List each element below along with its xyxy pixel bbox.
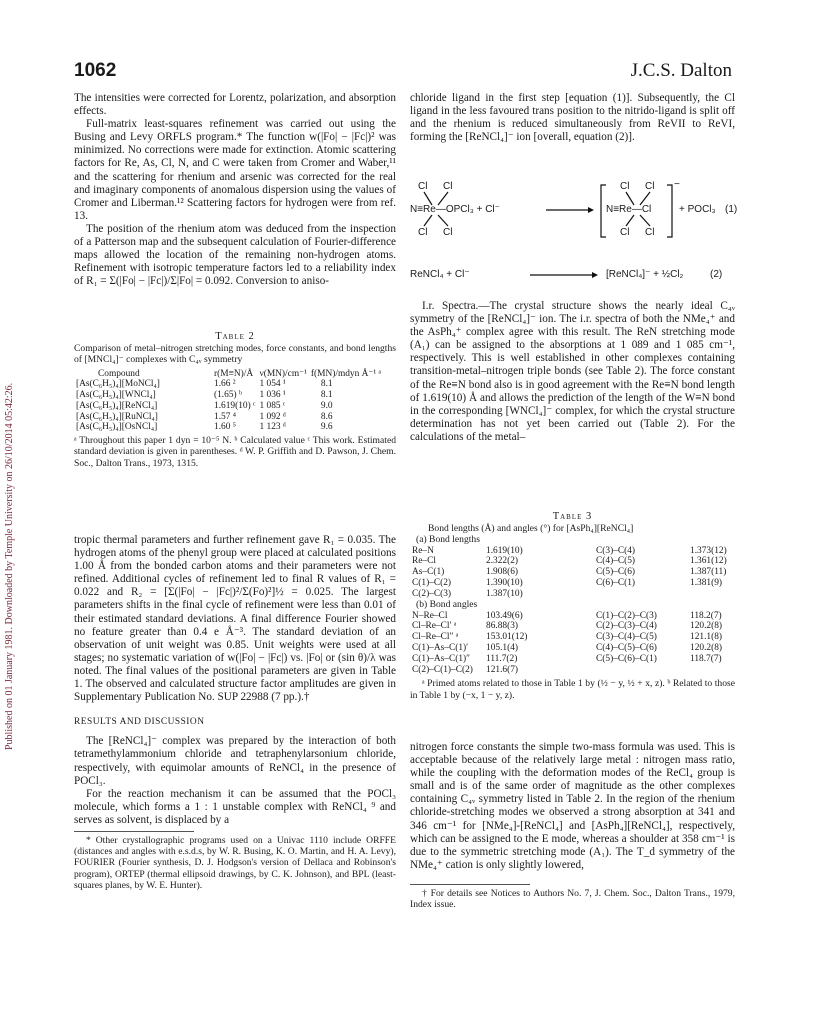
table-row — [410, 632, 724, 643]
cell: 1.60 ⁵ — [214, 422, 237, 433]
cl-label: Cl — [443, 227, 453, 238]
cl-label: Cl — [645, 227, 655, 238]
table-row — [74, 401, 383, 412]
cell: 1.66 ² — [214, 379, 236, 390]
table-row — [410, 578, 729, 589]
cell: 120.2(8) — [690, 643, 723, 654]
cl-label: Cl — [620, 227, 630, 238]
cell: C(1)–C(2) — [412, 577, 452, 588]
section-heading: RESULTS AND DISCUSSION — [74, 717, 205, 728]
table-3 — [410, 510, 735, 701]
table-caption: Bond lengths (Å) and angles (°) for [AsPh₄][ReNCl₄] — [428, 523, 634, 535]
cell: 1.619(10) — [486, 545, 523, 556]
cell: 1.390(10) — [486, 577, 523, 588]
cell: 1 092 ᵈ — [259, 411, 286, 422]
cell: [As(C₆H₅)₄][WNCl₄] — [76, 390, 156, 401]
cell: Re–Cl — [412, 556, 436, 567]
cell: 9.0 — [320, 400, 333, 411]
table-row — [410, 567, 729, 578]
table-row — [410, 643, 724, 654]
equation-2-number: (2) — [710, 269, 723, 280]
download-watermark — [2, 180, 20, 750]
table-row — [74, 390, 383, 401]
cell: 1.908(6) — [486, 567, 519, 578]
cell: 1.361(12) — [690, 556, 727, 567]
cell: 8.1 — [320, 390, 333, 401]
table-row — [410, 611, 724, 622]
col-header: Compound — [98, 368, 140, 379]
cell: [As(C₆H₅)₄][MoNCl₄] — [76, 379, 160, 390]
cell: C(4)–C(5) — [596, 556, 636, 567]
paragraph: Full-matrix least-squares refinement was carried out using the Busing and Levy ORFLS program.* The function w(|Fo| − |Fc|)² was minimized. No corrections were made for extinction. Atomic scattering factors for Re, As, Cl, N, and C were taken from Cromer and Waber,¹¹ and the scattering for rhenium and arsenic was corrected for the real and imaginary components of anomalous dispersion using the values of Cromer and Liberman.¹² Scattering factors for hydrogen were from ref. 13. — [74, 118, 396, 222]
table-row — [74, 412, 383, 423]
equation-1-number: (1) — [725, 204, 738, 215]
footnote: * Other crystallographic programs used on a Univac 1110 include ORFFE (distances and angles with e.s.d.s, by W. R. Busing, K. O. Martin, and H. A. Levy), FOURIER (Fourier synthesis, D. J. Hodgson's version of Dellaca and Robinson's program), ORTEP (thermal ellipsoid drawings, by C. K. Johnson), and BPL (least-squares planes, by W. E. Hunter). — [74, 834, 396, 891]
cell: 153.01(12) — [486, 632, 528, 643]
table-2 — [74, 330, 396, 469]
cell: C(2)–C(3) — [412, 588, 452, 599]
cl-label: Cl — [418, 227, 428, 238]
cell: C(6)–C(1) — [596, 577, 636, 588]
bond-lengths-table — [410, 546, 729, 600]
cell: 1 123 ᵈ — [259, 422, 286, 433]
charge-label: − — [674, 179, 680, 190]
cell: Cl–Re–Cl″ ᵃ — [412, 632, 459, 643]
cell: 1 036 ¹ — [259, 390, 286, 401]
table-row — [410, 665, 724, 676]
table-notes: ᵃ Primed atoms related to those in Table 1 by (½ − y, ½ + x, z). ᵇ Related to those in Table 1 by (−x, 1 − y, z). — [410, 678, 735, 701]
cell: C(5)–C(6) — [596, 567, 636, 578]
cell: C(2)–C(1)–C(2) — [412, 664, 473, 675]
cell: 1.387(10) — [486, 588, 523, 599]
table-section: (a) Bond lengths — [416, 534, 480, 546]
table-row — [74, 379, 383, 390]
cell: 1 085 ᶜ — [259, 400, 286, 411]
cell: As–C(1) — [412, 567, 445, 578]
cell: 86.88(3) — [486, 621, 519, 632]
paragraph: The intensities were corrected for Lorentz, polarization, and absorption effects. — [74, 92, 396, 118]
cell: 121.6(7) — [486, 664, 519, 675]
col-header: r(M≡N)/Å — [214, 368, 254, 379]
cell: 1.381(9) — [690, 577, 723, 588]
running-head: J.C.S. Dalton — [630, 60, 732, 81]
cell: C(1)–As–C(1)′ — [412, 643, 469, 654]
footnote-rule — [410, 884, 530, 885]
paragraph: The [ReNCl₄]⁻ complex was prepared by the interaction of both tetramethylammonium chloride and tetraphenylarsonium chloride, respectively, with equimolar amounts of ReNCl₄ in the presence of POCl₃. — [74, 735, 396, 787]
cell: 9.6 — [320, 422, 333, 433]
cell: 1 054 ¹ — [259, 379, 286, 390]
table-caption: Comparison of metal–nitrogen stretching modes, force constants, and bond lengths of [MNCl₄]⁻ complexes with C₄ᵥ symmetry — [74, 343, 396, 366]
equation-1-product: + POCl₃ — [679, 204, 716, 215]
footnote-rule — [74, 831, 194, 832]
cell: N–Re–Cl — [412, 610, 448, 621]
cell: 8.1 — [320, 379, 333, 390]
right-column-bottom — [410, 741, 735, 910]
cell: C(4)–C(5)–C(6) — [596, 643, 657, 654]
equation-2-reactants: ReNCl₄ + Cl⁻ — [410, 269, 470, 280]
paragraph: The position of the rhenium atom was deduced from the inspection of a Patterson map and the subsequent calculation of Fourier-difference maps allowed the location of the remaining non-hydrogen atoms. Refinement with isotropic temperature factors led to a reliability index of R₁ = Σ(|Fo| − |Fc|)/Σ|Fo| = 0.092. Conversion to aniso- — [74, 222, 396, 288]
equation-2-products: [ReNCl₄]⁻ + ½Cl₂ — [606, 269, 684, 280]
cl-label: Cl — [620, 181, 630, 192]
cell: 1.619(10) ᶜ — [214, 400, 256, 411]
table-row — [410, 556, 729, 567]
cell: [As(C₆H₅)₄][RuNCl₄] — [76, 411, 158, 422]
footnote: † For details see Notices to Authors No. 7, J. Chem. Soc., Dalton Trans., 1979, Index issue. — [410, 887, 735, 911]
page-number: 1062 — [74, 60, 117, 81]
left-column-bottom — [74, 534, 396, 891]
cell: 118.2(7) — [690, 610, 722, 621]
cell: C(1)–As–C(1)″ — [412, 653, 471, 664]
paragraph: nitrogen force constants the simple two-mass formula was used. This is acceptable because of the relatively large metal : nitrogen mass ratio, while the coupling with the deformation modes of the ReCl₄ group is small and is of the same order of magnitude as the other complexes containing C₄ᵥ symmetry listed in Table 2. In the region of the rhenium chloride-stretching modes we observed a strong absorption at 341 and 346 cm⁻¹ for [NMe₄]-[ReNCl₄] and [AsPh₄][ReNCl₄], respectively, which can be assigned to the E mode, whereas a shoulder at 358 cm⁻¹ is due to the symmetric stretching mode (A₁). The T_d symmetry of the NMe₄⁺ cation is only slightly lowered, — [410, 741, 735, 871]
col-header: f(MN)/mdyn Å⁻¹ ᵃ — [310, 368, 382, 379]
cell: C(5)–C(6)–C(1) — [596, 653, 657, 664]
table-label: Table 2 — [215, 331, 255, 342]
cell: 103.49(6) — [486, 610, 523, 621]
cell: 118.7(7) — [690, 653, 722, 664]
paragraph: I.r. Spectra.—The crystal structure shows the nearly ideal C₄ᵥ symmetry of the [ReNCl₄]⁻ ion. The i.r. spectra of both the NMe₄⁺ and the AsPh₄⁺ complex agree with this result. The ReN stretching mode (A₁) can be assigned to the absorptions at 1 089 and 1 085 cm⁻¹, respectively. This is well established in other complexes containing transition-metal–nitrogen triple bonds (see Table 2). The force constant of the Re≡N bond also is in good agreement with the Re≡N bond length of 1.619(10) Å and allows the prediction of the length of the W≡N bond in the corresponding [WNCl₄]⁻ complex, for which the crystal structure determination has not yet been carried out (Table 2). For the calculations of the metal– — [410, 300, 735, 443]
cell: C(3)–C(4)–C(5) — [596, 632, 657, 643]
cell: 120.2(8) — [690, 621, 723, 632]
left-column-top — [74, 92, 396, 288]
table-label: Table 3 — [552, 511, 593, 522]
equation-1-reactants: N≡Re—OPCl₃ + Cl⁻ — [410, 204, 500, 215]
table-row — [410, 654, 724, 665]
cell: 111.7(2) — [486, 653, 518, 664]
col-header: ν(MN)/cm⁻¹ — [259, 368, 307, 379]
table-2-grid — [74, 369, 383, 434]
cell: 105.1(4) — [486, 643, 519, 654]
paragraph: For the reaction mechanism it can be assumed that the POCl₃ molecule, which forms a 1 : 1 unstable complex with ReNCl₄ ⁹ and serves as solvent, is displaced by a — [74, 787, 396, 826]
right-column-middle — [410, 300, 735, 444]
bond-angles-table — [410, 611, 724, 676]
cell: Re–N — [412, 545, 434, 556]
table-row — [410, 589, 729, 600]
table-row — [410, 546, 729, 557]
table-section: (b) Bond angles — [416, 599, 478, 611]
cell: 121.1(8) — [690, 632, 723, 643]
cell: C(1)–C(2)–C(3) — [596, 610, 657, 621]
right-column-top — [410, 92, 735, 144]
cell: 2.322(2) — [486, 556, 519, 567]
table-notes: ᵃ Throughout this paper 1 dyn = 10⁻⁵ N. ᵇ Calculated value ᶜ This work. Estimated standard deviation is given in parentheses. ᵈ W. P. Griffith and D. Pawson, J. Chem. Soc., Dalton Trans., 1973, 1315. — [74, 435, 396, 469]
cell: [As(C₆H₅)₄][OsNCl₄] — [76, 422, 158, 433]
table-row — [410, 621, 724, 632]
watermark-text: Published on 01 January 1981. Downloaded by Temple University on 26/10/2014 05:42:26. — [4, 382, 15, 750]
cl-label: Cl — [443, 181, 453, 192]
cl-label: Cl — [418, 181, 428, 192]
cell: C(3)–C(4) — [596, 545, 636, 556]
cl-label: Cl — [645, 181, 655, 192]
table-row — [74, 422, 383, 433]
cell: Cl–Re–Cl′ ᵃ — [412, 621, 457, 632]
cell: 1.373(12) — [690, 545, 727, 556]
paragraph: chloride ligand in the first step [equation (1)]. Subsequently, the Cl ligand in the less favoured trans position to the nitrido-ligand is split off and the rhenium is reduced simultaneously from ReVII to ReVI, forming the [ReNCl₄]⁻ ion [overall, equation (2)]. — [410, 92, 735, 144]
cell: 1.57 ⁴ — [214, 411, 237, 422]
cell: 8.6 — [320, 411, 333, 422]
cell: (1.65) ᵇ — [214, 390, 242, 401]
paragraph: tropic thermal parameters and further refinement gave R₁ = 0.035. The hydrogen atoms of the phenyl group were placed at calculated positions 1.00 Å from the bonded carbon atoms and their parameters were not refined. Additional cycles of refinement led to final R values of R₁ = 0.022 and R₂ = [Σ(|Fo| − |Fc|)²/Σ(Fo)²]½ = 0.025. The largest parameters shifts in the final cycle of refinement were less than 0.01 of their estimated standard deviations. A final difference Fourier showed no feature greater than 0.4 e Å⁻³. The standard deviation of an observation of unit weight was 0.85. Unit weights were used at all stages; no systematic variation of w(|Fo| − |Fc|) vs. |Fo| or (sin θ)/λ was noted. The final values of the positional parameters are given in Table 1. The observed and calculated structure factor amplitudes are given in Supplementary Publication No. SUP 22988 (7 pp.).† — [74, 534, 396, 704]
cell: 1.387(11) — [690, 567, 727, 578]
cell: [As(C₆H₅)₄][ReNCl₄] — [76, 400, 158, 411]
equation-1-complex: N≡Re—Cl — [606, 204, 652, 215]
reaction-scheme — [410, 179, 740, 293]
cell: C(2)–C(3)–C(4) — [596, 621, 657, 632]
